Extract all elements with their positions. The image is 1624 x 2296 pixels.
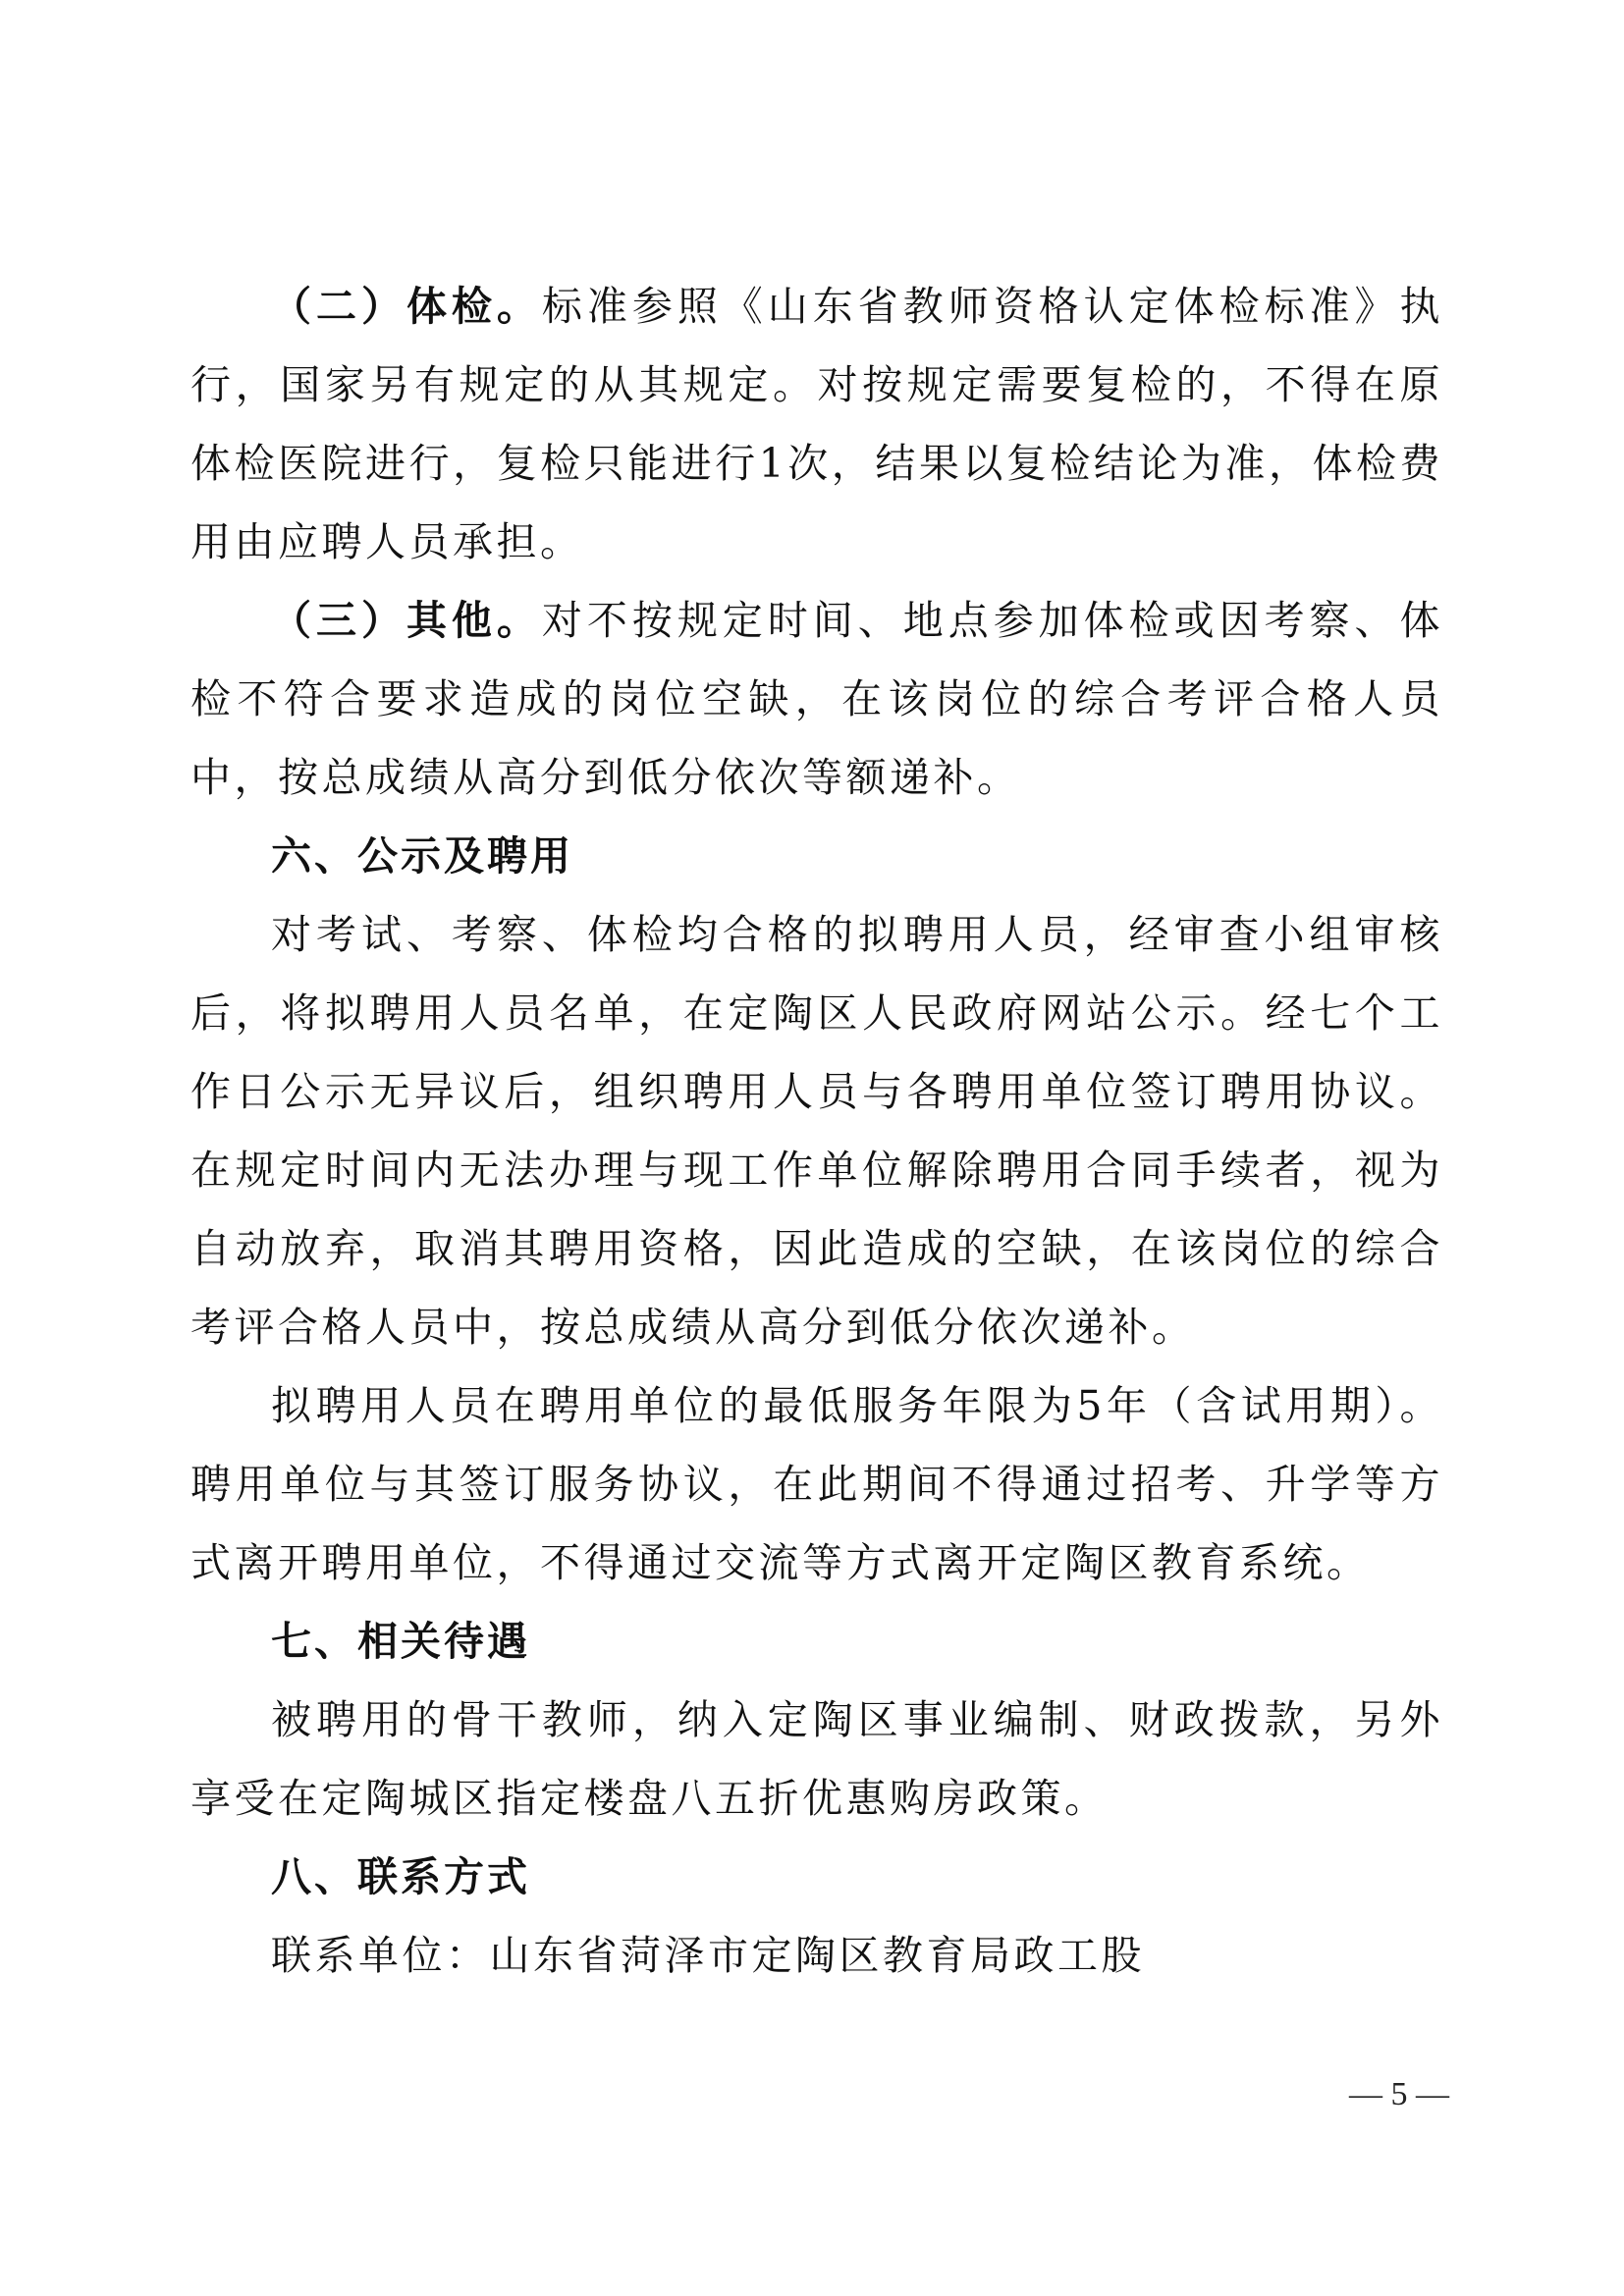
paragraph-physical-exam <box>190 267 1443 581</box>
section-heading-benefits: 七、相关待遇 <box>271 1618 530 1665</box>
paragraph-benefits: 被聘用的骨干教师，纳入定陶区事业编制、财政拨款，另外享受在定陶城区指定楼盘八五折优惠购房政策。 <box>190 1696 1443 1822</box>
paragraph-other <box>190 581 1443 817</box>
paragraph-text-physical-exam: 标准参照《山东省教师资格认定体检标准》执行，国家另有规定的从其规定。对按规定需要复检的，不得在原体检医院进行，复检只能进行1次，结果以复检结论为准，体检费用由应聘人员承担。 <box>190 283 1444 565</box>
paragraph-service-term: 拟聘用人员在聘用单位的最低服务年限为5年（含试用期）。聘用单位与其签订服务协议，在此期间不得通过招考、升学等方式离开聘用单位，不得通过交流等方式离开定陶区教育系统。 <box>190 1382 1443 1586</box>
paragraph-contact-unit: 联系单位：山东省菏泽市定陶区教育局政工股 <box>271 1932 1145 1979</box>
section-heading-contact: 八、联系方式 <box>271 1853 530 1900</box>
paragraph-text-other: 对不按规定时间、地点参加体检或因考察、体检不符合要求造成的岗位空缺，在该岗位的综合考评合格人员中，按总成绩从高分到低分依次等额递补。 <box>190 597 1444 801</box>
page-number: — 5 — <box>1349 2076 1449 2112</box>
section-heading-publicity: 六、公示及聘用 <box>271 832 573 880</box>
paragraph-lead-physical-exam: （二）体检。 <box>271 283 542 330</box>
paragraph-publicity: 对考试、考察、体检均合格的拟聘用人员，经审查小组审核后，将拟聘用人员名单，在定陶区人民政府网站公示。经七个工作日公示无异议后，组织聘用人员与各聘用单位签订聘用协议。在规定时间内无法办理与现工作单位解除聘用合同手续者，视为自动放弃，取消其聘用资格，因此造成的空缺，在该岗位的综合考评合格人员中，按总成绩从高分到低分依次递补。 <box>190 911 1443 1351</box>
paragraph-lead-other: （三）其他。 <box>271 597 542 644</box>
document-body <box>190 267 1443 1995</box>
